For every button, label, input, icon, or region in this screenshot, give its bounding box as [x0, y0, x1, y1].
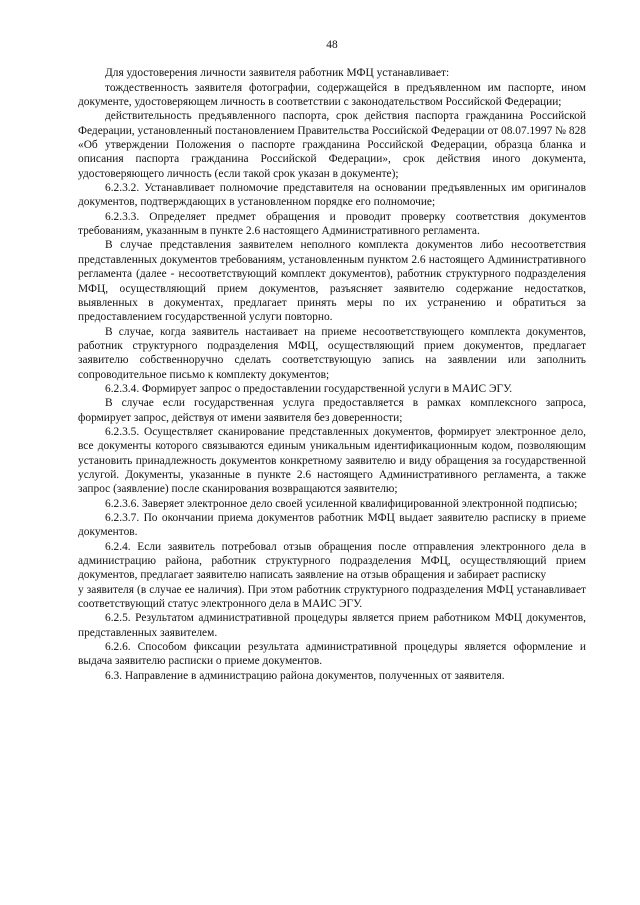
page-number: 48 — [326, 39, 338, 51]
paragraph-6-2-4: 6.2.4. Если заявитель потребовал отзыв обращения после отправления электронного дела в администрацию района, работник структурного подразделения МФЦ, осуществляющий прием документов, предлагает заявителю написать заявление на отзыв обращения и забирает расписку — [78, 540, 586, 582]
paragraph-insist-acceptance: В случае, когда заявитель настаивает на приеме несоответствующего комплекта документов, работник структурного подразделения МФЦ, осуществляющий прием документов, предлагает заявителю собственноручно сделать соответствующую запись на заявлении или заполнить сопроводительное письмо к комплекту документов; — [78, 325, 586, 381]
paragraph-6-2-3-5: 6.2.3.5. Осуществляет сканирование представленных документов, формирует электронное дело, все документы которого связываются единым уникальным идентификационным кодом, позволяющим установить принадлежность документов конкретному заявителю и виду обращения за государственной услугой. Документы, указанные в пункте 2.6 настоящего Административного регламента, а также запрос (заявление) после сканирования возвращаются заявителю; — [78, 425, 586, 496]
paragraph-6-3: 6.3. Направление в администрацию района документов, полученных от заявителя. — [105, 669, 505, 682]
paragraph-6-2-3-7: 6.2.3.7. По окончании приема документов работник МФЦ выдает заявителю расписку в приеме документов. — [78, 512, 586, 539]
paragraph-complex-request: В случае если государственная услуга предоставляется в рамках комплексного запроса, формирует запрос, действуя от имени заявителя без доверенности; — [78, 397, 586, 424]
paragraph-6-2-6: 6.2.6. Способом фиксации результата административной процедуры является оформление и выдача заявителю расписки о приеме документов. — [78, 641, 586, 668]
paragraph-incomplete-set: В случае представления заявителем неполного комплекта документов либо несоответствия представленных документов требованиям, установленным пунктом 2.6 настоящего Административного регламента (далее - несоответствующий комплект документов), работник структурного подразделения МФЦ, осуществляющий прием документов, разъясняет заявителю содержание недостатков, выявленных в документах, предлагает принять меры по их устранению и обратиться за предоставлением государственной услуги повторно. — [78, 239, 586, 324]
paragraph-6-2-4-continued: у заявителя (в случае ее наличия). При этом работник структурного подразделения МФЦ устанавливает соответствующий статус электронного дела в МАИС ЭГУ. — [78, 583, 586, 611]
paragraph-identity-intro: Для удостоверения личности заявителя работник МФЦ устанавливает: — [105, 67, 450, 80]
paragraph-passport-validity: действительность предъявленного паспорта, срок действия паспорта гражданина Российской Федерации, установленный постановлением Правительства Российской Федерации от 08.07.1997 № 828 «Об утверждении Положения о паспорте гражданина Российской Федерации, образца бланка и описания паспорта гражданина Российской Федерации», срок действия иного документа, удостоверяющего личность (если такой срок указан в документе); — [78, 110, 586, 180]
paragraph-6-2-3-6: 6.2.3.6. Заверяет электронное дело своей усиленной квалифицированной электронной подписью; — [105, 497, 578, 510]
paragraph-6-2-3-3: 6.2.3.3. Определяет предмет обращения и проводит проверку соответствия документов требованиям, указанным в пункте 2.6 настоящего Административного регламента. — [78, 210, 586, 238]
paragraph-identity-photo: тождественность заявителя фотографии, содержащейся в предъявленном им паспорте, ином документе, удостоверяющем личность в соответствии с законодательством Российской Федерации; — [78, 81, 586, 109]
paragraph-6-2-5: 6.2.5. Результатом административной процедуры является прием работником МФЦ документов, представленных заявителем. — [78, 612, 586, 639]
paragraph-6-2-3-4: 6.2.3.4. Формирует запрос о предоставлении государственной услуги в МАИС ЭГУ. — [105, 382, 513, 395]
paragraph-6-2-3-2: 6.2.3.2. Устанавливает полномочие представителя на основании предъявленных им оригиналов документов, подтверждающих в установленном порядке его полномочие; — [78, 182, 586, 209]
